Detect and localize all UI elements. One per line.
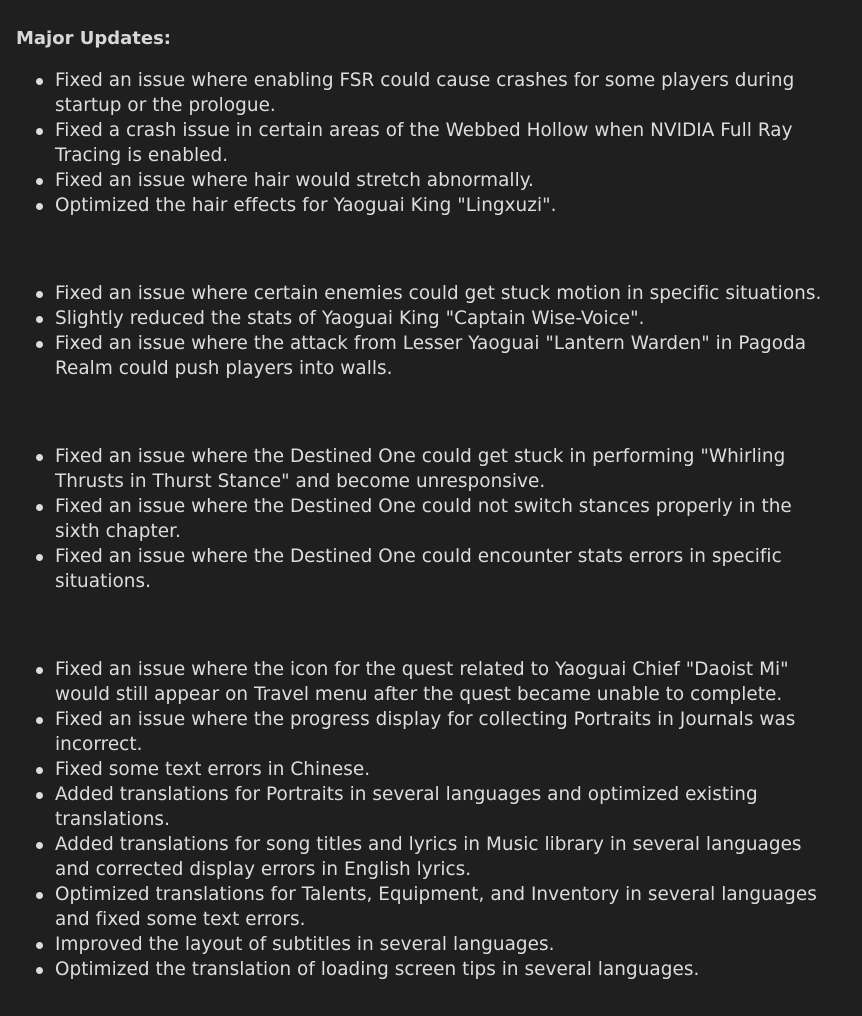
section-spacer <box>16 594 842 657</box>
list-item: Slightly reduced the stats of Yaoguai King "Captain Wise-Voice". <box>16 306 842 331</box>
list-item: Fixed an issue where the Destined One could encounter stats errors in specific situations. <box>16 544 842 594</box>
list-item: Added translations for song titles and lyrics in Music library in several languages and corrected display errors in English lyrics. <box>16 832 842 882</box>
list-item: Fixed an issue where hair would stretch abnormally. <box>16 168 842 193</box>
bullet-list-group-1 <box>16 68 842 218</box>
list-item: Fixed an issue where enabling FSR could cause crashes for some players during startup or the prologue. <box>16 68 842 118</box>
list-item: Optimized the translation of loading screen tips in several languages. <box>16 957 842 982</box>
list-item: Fixed an issue where the Destined One could not switch stances properly in the sixth chapter. <box>16 494 842 544</box>
list-item: Improved the layout of subtitles in several languages. <box>16 932 842 957</box>
list-item: Fixed an issue where the attack from Lesser Yaoguai "Lantern Warden" in Pagoda Realm could push players into walls. <box>16 331 842 381</box>
list-item: Fixed an issue where certain enemies could get stuck motion in specific situations. <box>16 281 842 306</box>
list-item: Fixed an issue where the Destined One could get stuck in performing "Whirling Thrusts in Thurst Stance" and become unresponsive. <box>16 444 842 494</box>
list-item: Optimized translations for Talents, Equipment, and Inventory in several languages and fixed some text errors. <box>16 882 842 932</box>
list-item: Fixed some text errors in Chinese. <box>16 757 842 782</box>
section-spacer <box>16 381 842 444</box>
list-item: Fixed an issue where the icon for the quest related to Yaoguai Chief "Daoist Mi" would still appear on Travel menu after the quest became unable to complete. <box>16 657 842 707</box>
bullet-list-group-3 <box>16 444 842 594</box>
list-item: Optimized the hair effects for Yaoguai King "Lingxuzi". <box>16 193 842 218</box>
list-item: Fixed an issue where the progress display for collecting Portraits in Journals was incorrect. <box>16 707 842 757</box>
bullet-list-group-4 <box>16 657 842 982</box>
list-item: Added translations for Portraits in several languages and optimized existing translations. <box>16 782 842 832</box>
section-heading: Major Updates: <box>16 28 171 49</box>
section-spacer <box>16 218 842 281</box>
list-item: Fixed a crash issue in certain areas of the Webbed Hollow when NVIDIA Full Ray Tracing is enabled. <box>16 118 842 168</box>
bullet-list-group-2 <box>16 281 842 381</box>
